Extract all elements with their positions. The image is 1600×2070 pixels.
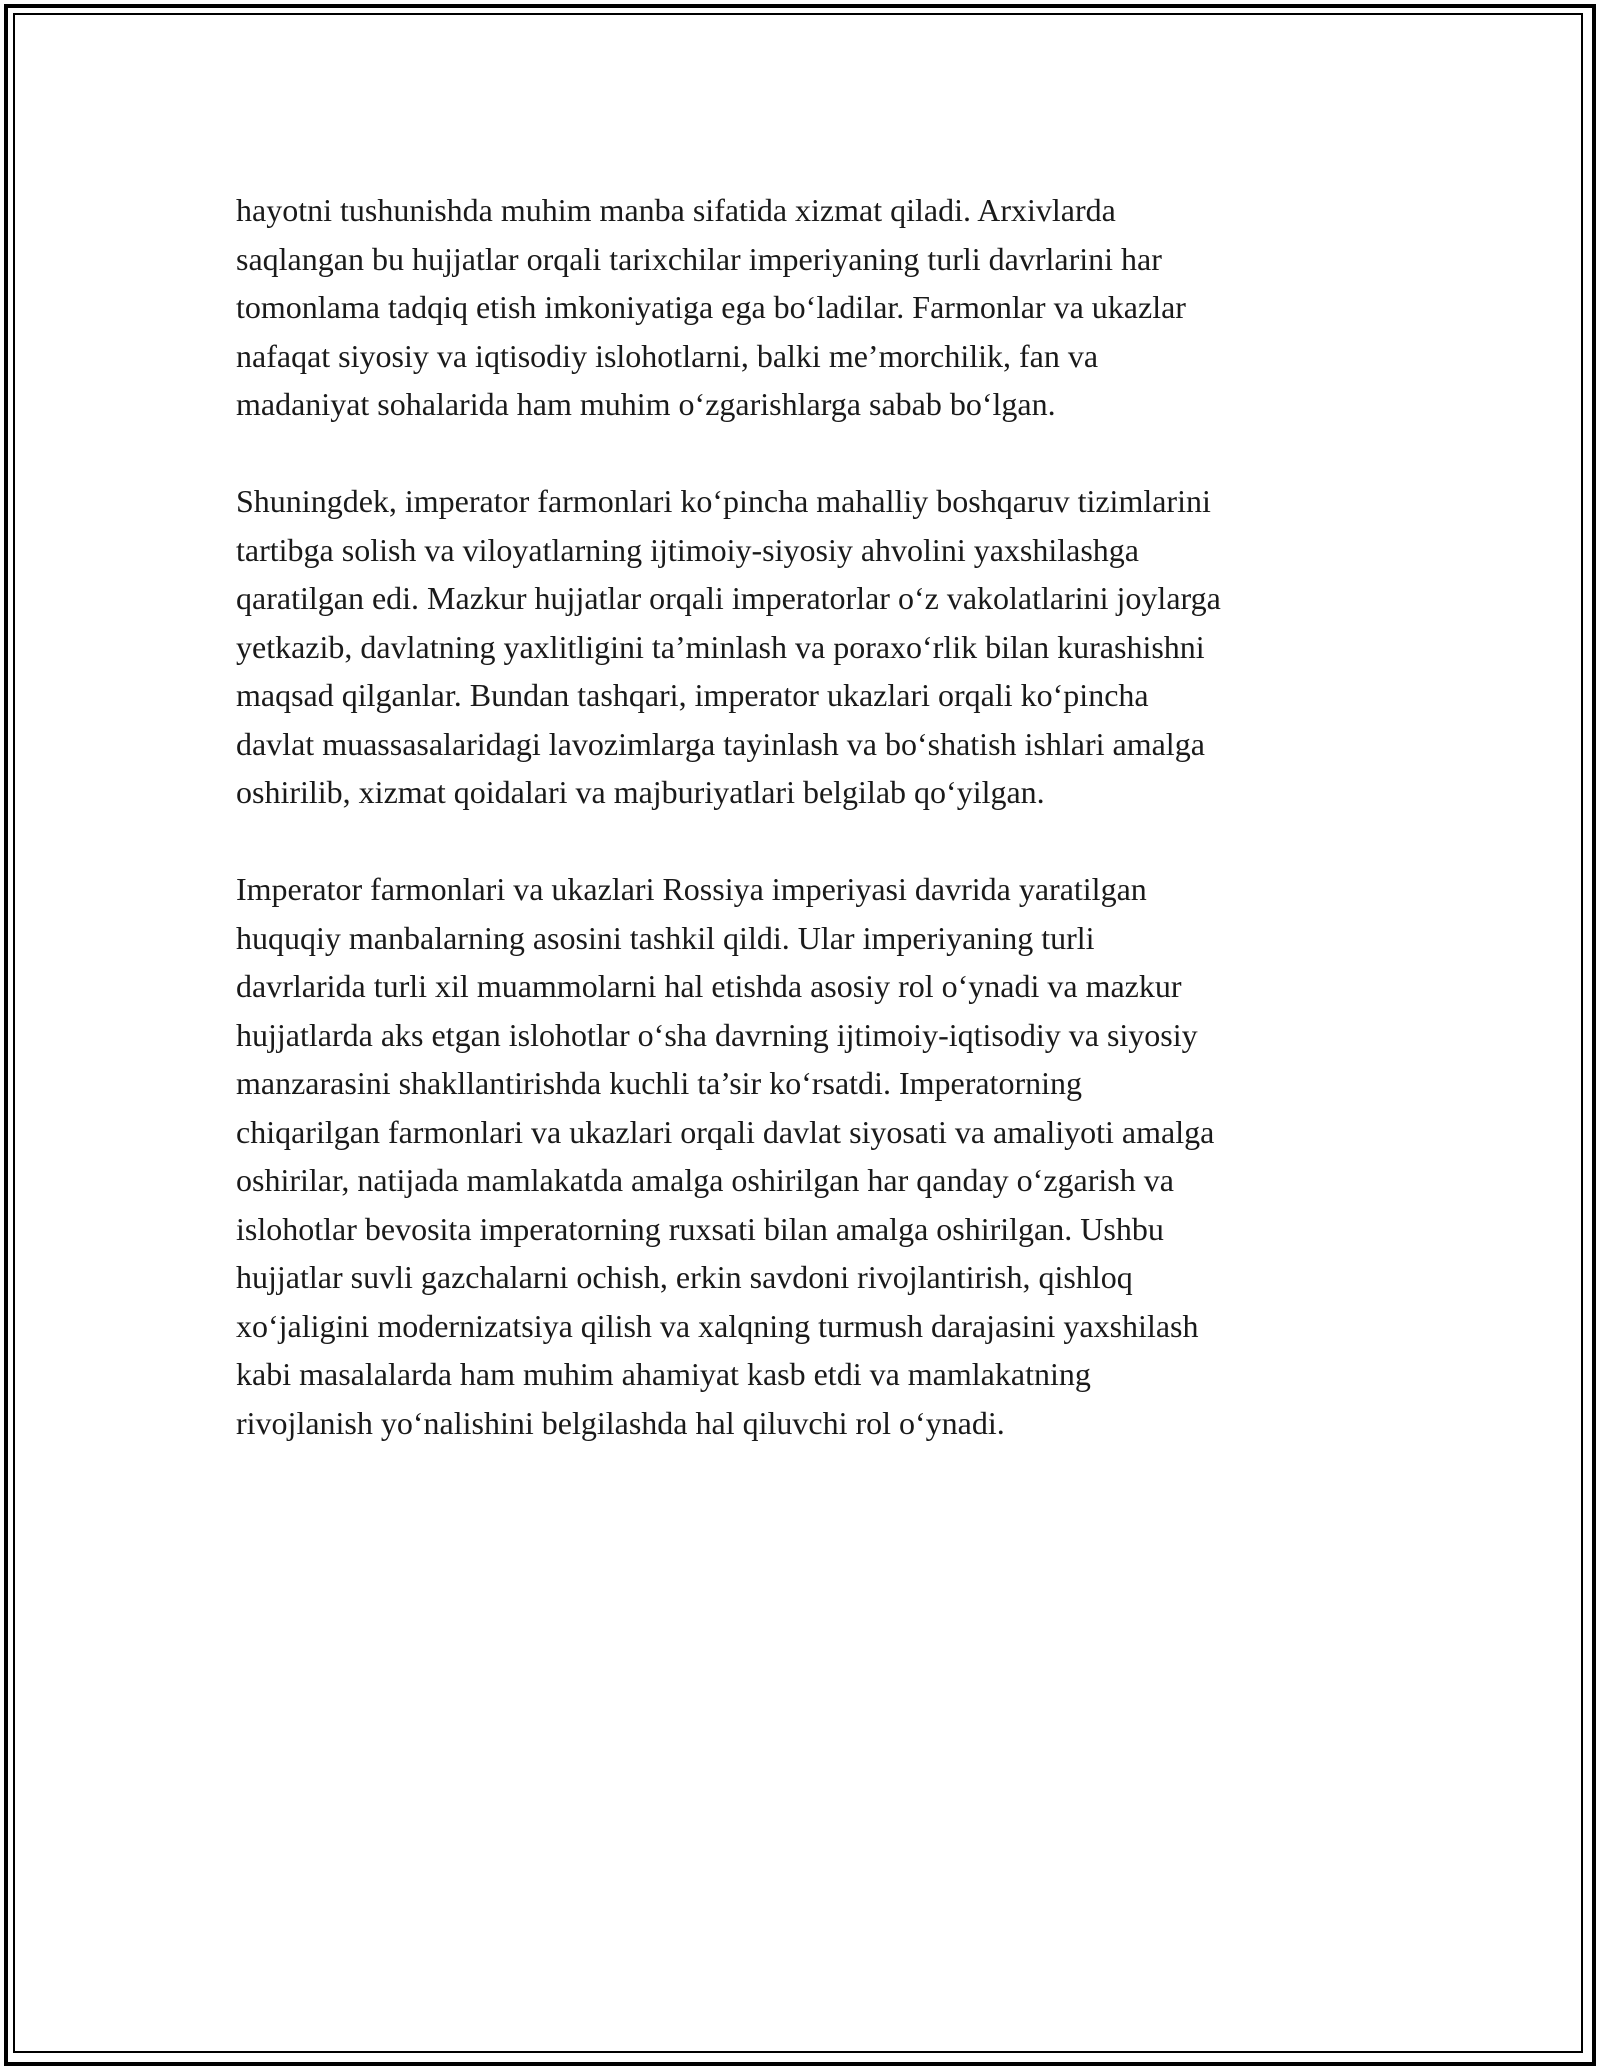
paragraph-line: Imperator farmonlari va ukazlari Rossiya imperiyasi davrida yaratilgan [236,871,1147,907]
paragraph-line: islohotlar bevosita imperatorning ruxsati bilan amalga oshirilgan. Ushbu [236,1210,1164,1247]
paragraph-1 [236,186,1396,429]
paragraph-line: madaniyat sohalarida ham muhim o‘zgarishlarga sabab bo‘lgan. [236,386,1056,422]
paragraph-line: davlat muassasalaridagi lavozimlarga tayinlash va bo‘shatish ishlari amalga [236,725,1205,762]
paragraph-line: davrlarida turli xil muammolarni hal etishda asosiy rol o‘ynadi va mazkur [236,968,1182,1004]
paragraph-line: rivojlanish yo‘nalishini belgilashda hal qiluvchi rol o‘ynadi. [236,1404,1005,1441]
paragraph-line: xo‘jaligini modernizatsiya qilish va xalqning turmush darajasini yaxshilash [236,1307,1199,1344]
paragraph-line: huquqiy manbalarning asosini tashkil qildi. Ular imperiyaning turli [236,919,1095,956]
paragraph-line: chiqarilgan farmonlari va ukazlari orqali davlat siyosati va amaliyoti amalga [236,1113,1215,1150]
paragraph-line: oshirilib, xizmat qoidalari va majburiyatlari belgilab qo‘yilgan. [236,774,1045,810]
paragraph-line: yetkazib, davlatning yaxlitligini ta’minlash va poraxo‘rlik bilan kurashishni [236,628,1205,665]
paragraph-line: manzarasini shakllantirishda kuchli ta’sir ko‘rsatdi. Imperatorning [236,1065,1082,1101]
paragraph-line: hayotni tushunishda muhim manba sifatida xizmat qiladi. Arxivlarda [236,192,1116,228]
paragraph-line: tomonlama tadqiq etish imkoniyatiga ega bo‘ladilar. Farmonlar va ukazlar [236,289,1186,325]
paragraph-2 [236,477,1396,817]
paragraph-line: maqsad qilganlar. Bundan tashqari, imperator ukazlari orqali ko‘pincha [236,677,1149,713]
document-body [236,186,1396,1496]
paragraph-line: Shuningdek, imperator farmonlari ko‘pincha mahalliy boshqaruv tizimlarini [236,483,1211,519]
paragraph-3 [236,865,1396,1447]
paragraph-line: saqlangan bu hujjatlar orqali tarixchilar imperiyaning turli davrlarini har [236,240,1162,277]
paragraph-line: qaratilgan edi. Mazkur hujjatlar orqali imperatorlar o‘z vakolatlarini joylarga [236,580,1221,616]
paragraph-line: tartibga solish va viloyatlarning ijtimoiy-siyosiy ahvolini yaxshilashga [236,531,1139,568]
paragraph-line: nafaqat siyosiy va iqtisodiy islohotlarni, balki me’morchilik, fan va [236,337,1099,374]
paragraph-line: kabi masalalarda ham muhim ahamiyat kasb etdi va mamlakatning [236,1356,1091,1392]
paragraph-line: hujjatlarda aks etgan islohotlar o‘sha davrning ijtimoiy-iqtisodiy va siyosiy [236,1016,1198,1053]
paragraph-line: oshirilar, natijada mamlakatda amalga oshirilgan har qanday o‘zgarish va [236,1162,1174,1198]
paragraph-line: hujjatlar suvli gazchalarni ochish, erkin savdoni rivojlantirish, qishloq [236,1259,1133,1295]
